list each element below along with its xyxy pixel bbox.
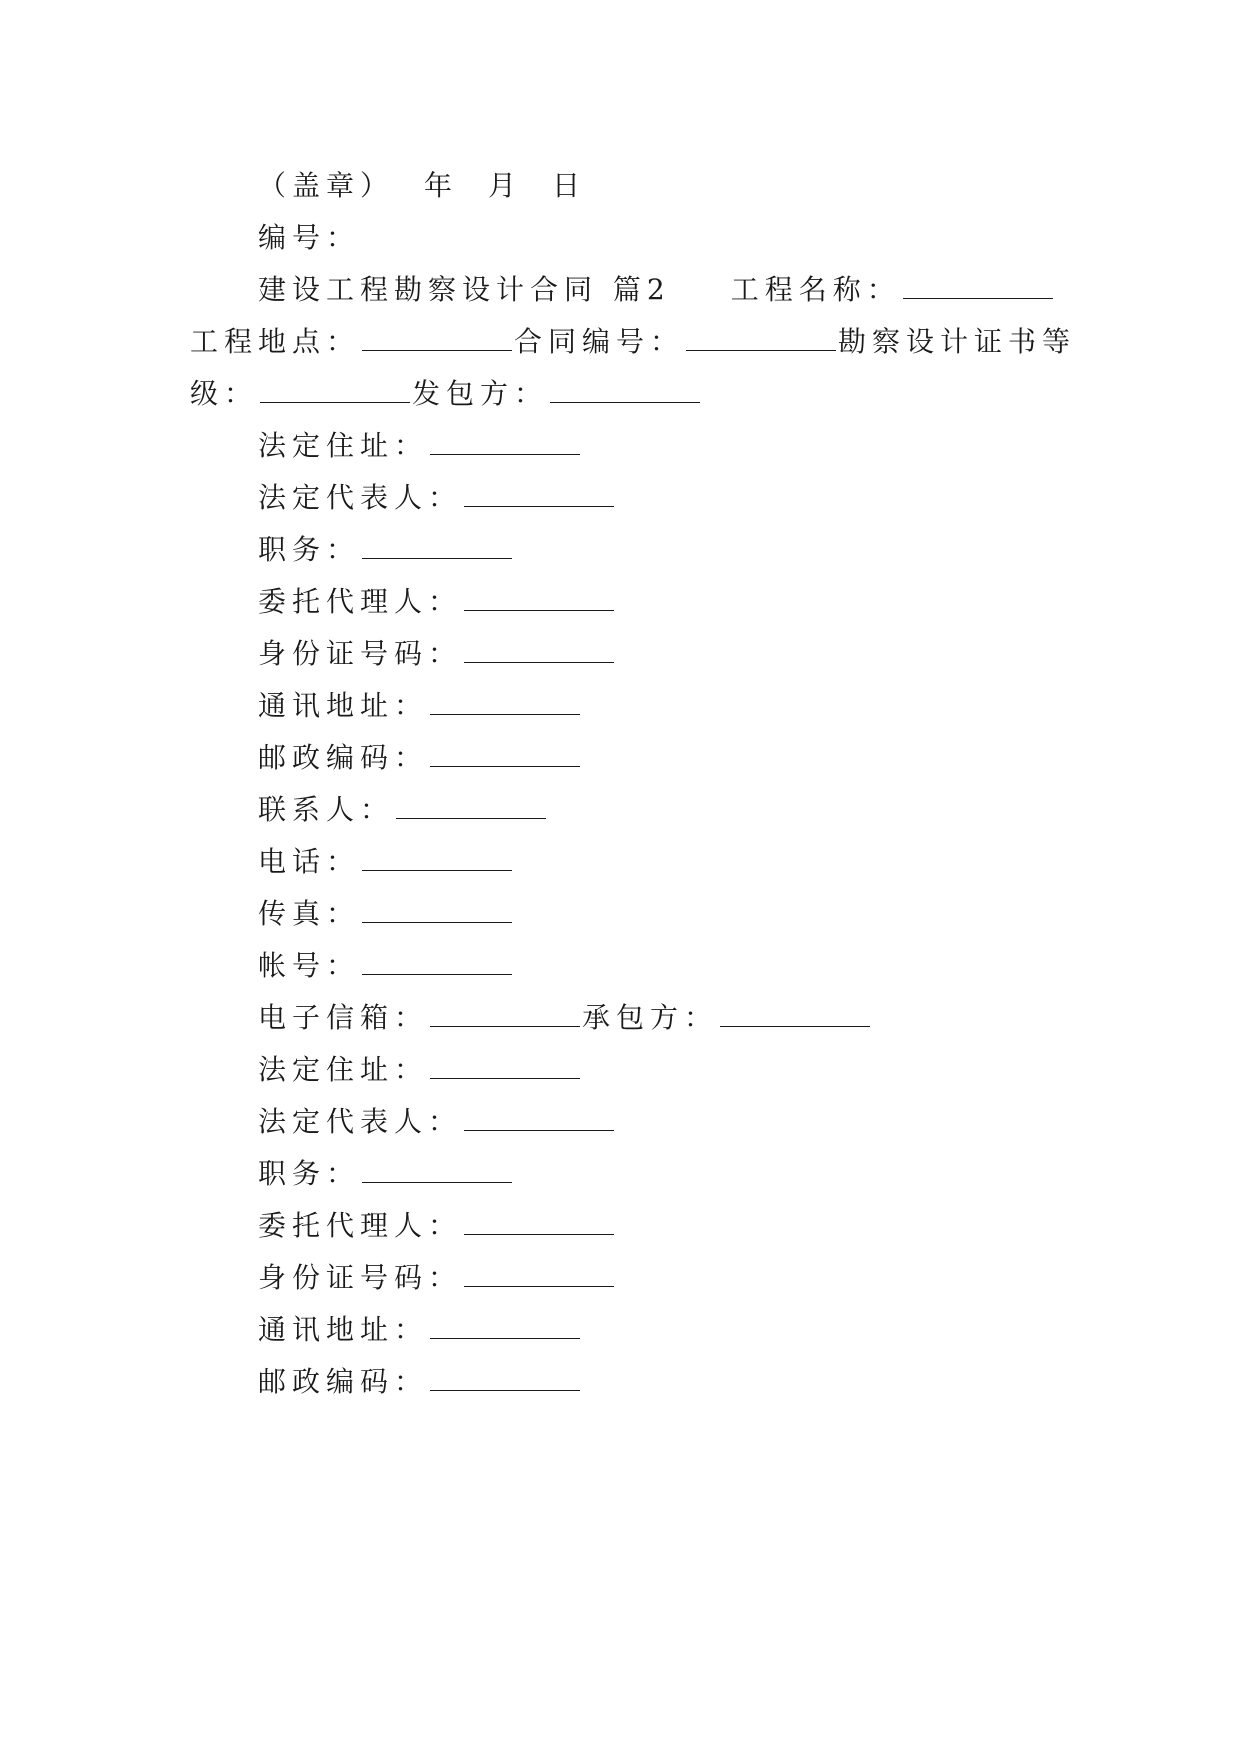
email-contractor-line [258,998,1158,1038]
field-blank[interactable] [430,1312,580,1339]
contractor-field [258,1258,1158,1298]
contractor-field [258,1362,1158,1402]
employer-field [258,790,1158,830]
cert-level-label-1: 勘察设计证书等 [838,325,1077,358]
field-label: 身份证号码： [258,637,463,670]
title-line [258,270,1158,310]
employer-blank[interactable] [550,376,700,403]
field-label: 委托代理人： [258,585,463,618]
project-location-blank[interactable] [362,324,512,351]
project-name-label: 工程名称： [730,273,901,306]
field-label: 通讯地址： [258,689,429,722]
field-blank[interactable] [362,896,512,923]
field-blank[interactable] [362,844,512,871]
field-label: 法定住址： [258,1053,429,1086]
field-blank[interactable] [430,740,580,767]
contractor-field [258,1154,1158,1194]
field-blank[interactable] [464,1260,614,1287]
field-label: 邮政编码： [258,1365,429,1398]
field-blank[interactable] [464,636,614,663]
field-blank[interactable] [430,688,580,715]
field-blank[interactable] [464,480,614,507]
field-blank[interactable] [430,428,580,455]
month-label: 月 [488,169,523,202]
field-label: 电话： [258,845,361,878]
contractor-field [258,1102,1158,1142]
contract-title: 建设工程勘察设计合同 篇2 [258,273,671,306]
employer-field [258,426,1158,466]
contract-no-blank[interactable] [686,324,836,351]
employer-field [258,946,1158,986]
employer-field [258,634,1158,674]
field-label: 法定住址： [258,429,429,462]
field-label: 职务： [258,1157,361,1190]
field-label: 身份证号码： [258,1261,463,1294]
field-label: 传真： [258,897,361,930]
field-label: 通讯地址： [258,1313,429,1346]
contractor-field [258,1206,1158,1246]
field-blank[interactable] [362,948,512,975]
email-label: 电子信箱： [258,1001,429,1034]
field-label: 邮政编码： [258,741,429,774]
field-blank[interactable] [464,1208,614,1235]
year-label: 年 [424,169,459,202]
field-blank[interactable] [430,1052,580,1079]
employer-label: 发包方： [412,377,549,410]
seal-label: （盖章） [258,169,395,202]
contractor-field [258,1050,1158,1090]
field-blank[interactable] [464,1104,614,1131]
project-location-label: 工程地点： [190,325,361,358]
employer-field [258,582,1158,622]
number-label: 编号： [258,221,361,254]
cert-level-blank[interactable] [260,376,410,403]
field-blank[interactable] [396,792,546,819]
day-label: 日 [552,169,587,202]
email-blank[interactable] [430,1000,580,1027]
employer-field [258,478,1158,518]
number-line [258,218,1158,258]
contractor-field [258,1310,1158,1350]
employer-field [258,738,1158,778]
field-blank[interactable] [362,532,512,559]
cert-employer-line [190,374,1090,414]
field-label: 帐号： [258,949,361,982]
employer-field [258,894,1158,934]
contractor-label: 承包方： [582,1001,719,1034]
cert-level-label-2: 级： [190,377,259,410]
location-line [190,322,1090,362]
employer-field [258,530,1158,570]
seal-date-line [258,166,1158,206]
contract-no-label: 合同编号： [514,325,685,358]
project-name-blank[interactable] [903,272,1053,299]
field-label: 联系人： [258,793,395,826]
field-label: 职务： [258,533,361,566]
field-label: 委托代理人： [258,1209,463,1242]
contractor-blank[interactable] [720,1000,870,1027]
field-blank[interactable] [464,584,614,611]
employer-field [258,686,1158,726]
field-blank[interactable] [430,1364,580,1391]
field-label: 法定代表人： [258,1105,463,1138]
employer-field [258,842,1158,882]
field-label: 法定代表人： [258,481,463,514]
field-blank[interactable] [362,1156,512,1183]
